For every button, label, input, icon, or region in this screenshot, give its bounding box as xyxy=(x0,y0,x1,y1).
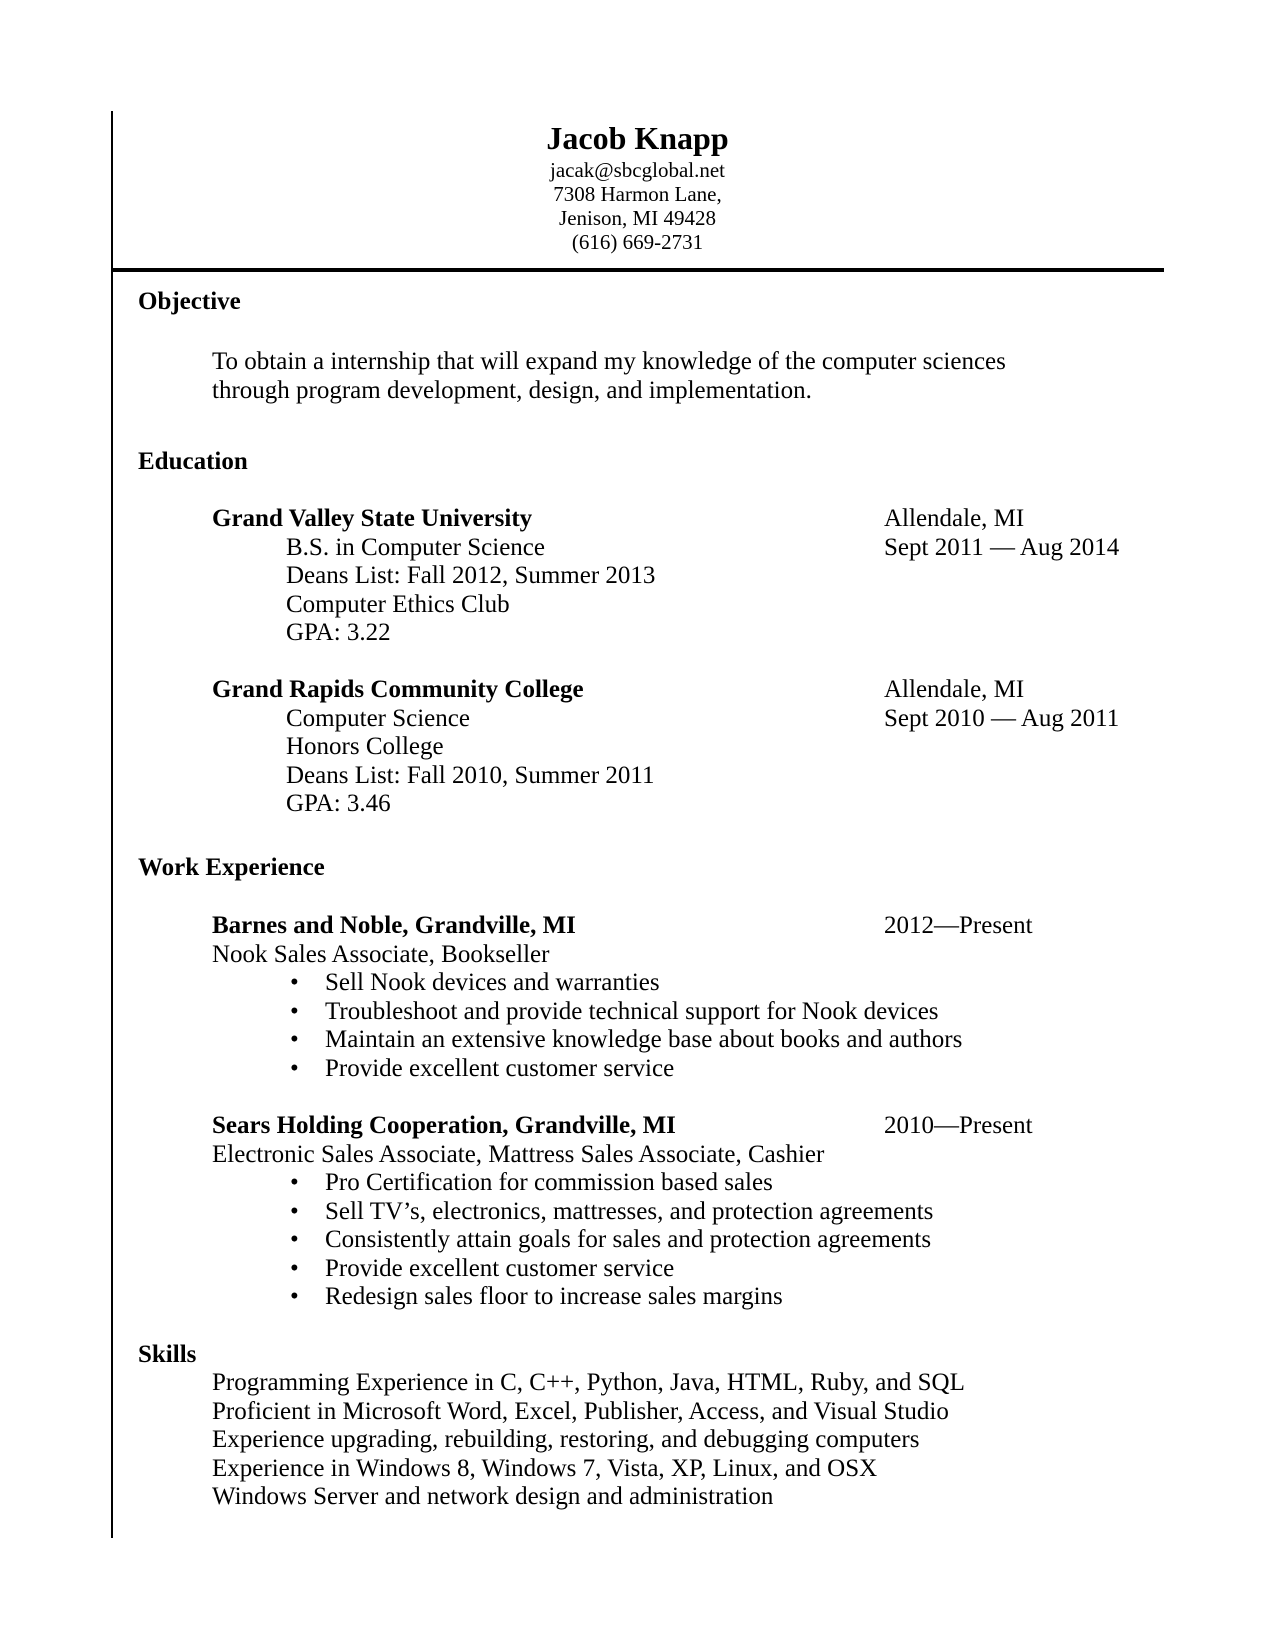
header-divider xyxy=(111,268,1164,272)
school-dates: Sept 2010 — Aug 2011 xyxy=(884,705,1120,732)
job-bullet: • Troubleshoot and provide technical support for Nook devices xyxy=(290,998,962,1027)
skill-line: Experience in Windows 8, Windows 7, Vista, XP, Linux, and OSX xyxy=(212,1455,878,1482)
job-title: Electronic Sales Associate, Mattress Sales Associate, Cashier xyxy=(212,1141,825,1168)
job-bullet: • Redesign sales floor to increase sales margins xyxy=(290,1283,933,1312)
address-line-2: Jenison, MI 49428 xyxy=(559,206,716,230)
job-bullet-list xyxy=(290,1169,933,1312)
skill-line: Windows Server and network design and administration xyxy=(212,1483,774,1510)
job-bullet: • Provide excellent customer service xyxy=(290,1255,933,1284)
left-vertical-rule xyxy=(111,111,113,1538)
school-name: Grand Rapids Community College xyxy=(212,676,584,703)
job-title: Nook Sales Associate, Bookseller xyxy=(212,941,550,968)
objective-heading: Objective xyxy=(138,288,241,315)
address-line-1: 7308 Harmon Lane, xyxy=(553,182,722,206)
school-location: Allendale, MI xyxy=(884,505,1025,532)
school-detail: GPA: 3.22 xyxy=(286,619,391,646)
job-bullet: • Pro Certification for commission based sales xyxy=(290,1169,933,1198)
school-detail: Deans List: Fall 2010, Summer 2011 xyxy=(286,762,655,789)
school-detail: Computer Science xyxy=(286,705,470,732)
applicant-name: Jacob Knapp xyxy=(546,120,729,156)
job-bullet: • Sell Nook devices and warranties xyxy=(290,969,962,998)
school-detail: GPA: 3.46 xyxy=(286,790,391,817)
job-employer: Barnes and Noble, Grandville, MI xyxy=(212,912,576,939)
job-employer: Sears Holding Cooperation, Grandville, MI xyxy=(212,1112,676,1139)
skills-heading: Skills xyxy=(138,1341,197,1368)
school-location: Allendale, MI xyxy=(884,676,1025,703)
school-detail: Honors College xyxy=(286,733,444,760)
job-dates: 2012—Present xyxy=(884,912,1033,939)
skill-line: Programming Experience in C, C++, Python, Java, HTML, Ruby, and SQL xyxy=(212,1369,965,1396)
school-detail: B.S. in Computer Science xyxy=(286,534,545,561)
job-bullet: • Sell TV’s, electronics, mattresses, and protection agreements xyxy=(290,1198,933,1227)
skill-line: Experience upgrading, rebuilding, restoring, and debugging computers xyxy=(212,1426,920,1453)
education-heading: Education xyxy=(138,448,248,475)
job-bullet: • Maintain an extensive knowledge base about books and authors xyxy=(290,1026,962,1055)
school-name: Grand Valley State University xyxy=(212,505,533,532)
school-detail: Computer Ethics Club xyxy=(286,591,510,618)
skill-line: Proficient in Microsoft Word, Excel, Publisher, Access, and Visual Studio xyxy=(212,1398,949,1425)
phone: (616) 669-2731 xyxy=(571,230,704,254)
objective-line-1: To obtain a internship that will expand my knowledge of the computer sciences xyxy=(212,348,1006,375)
job-bullet: • Provide excellent customer service xyxy=(290,1055,962,1084)
objective-line-2: through program development, design, and implementation. xyxy=(212,377,812,404)
work-heading: Work Experience xyxy=(138,854,325,881)
resume-header xyxy=(0,118,1275,254)
email: jacak@sbcglobal.net xyxy=(549,158,726,182)
job-bullet-list xyxy=(290,969,962,1083)
job-bullet: • Consistently attain goals for sales and protection agreements xyxy=(290,1226,933,1255)
job-dates: 2010—Present xyxy=(884,1112,1033,1139)
school-dates: Sept 2011 — Aug 2014 xyxy=(884,534,1120,561)
school-detail: Deans List: Fall 2012, Summer 2013 xyxy=(286,562,656,589)
